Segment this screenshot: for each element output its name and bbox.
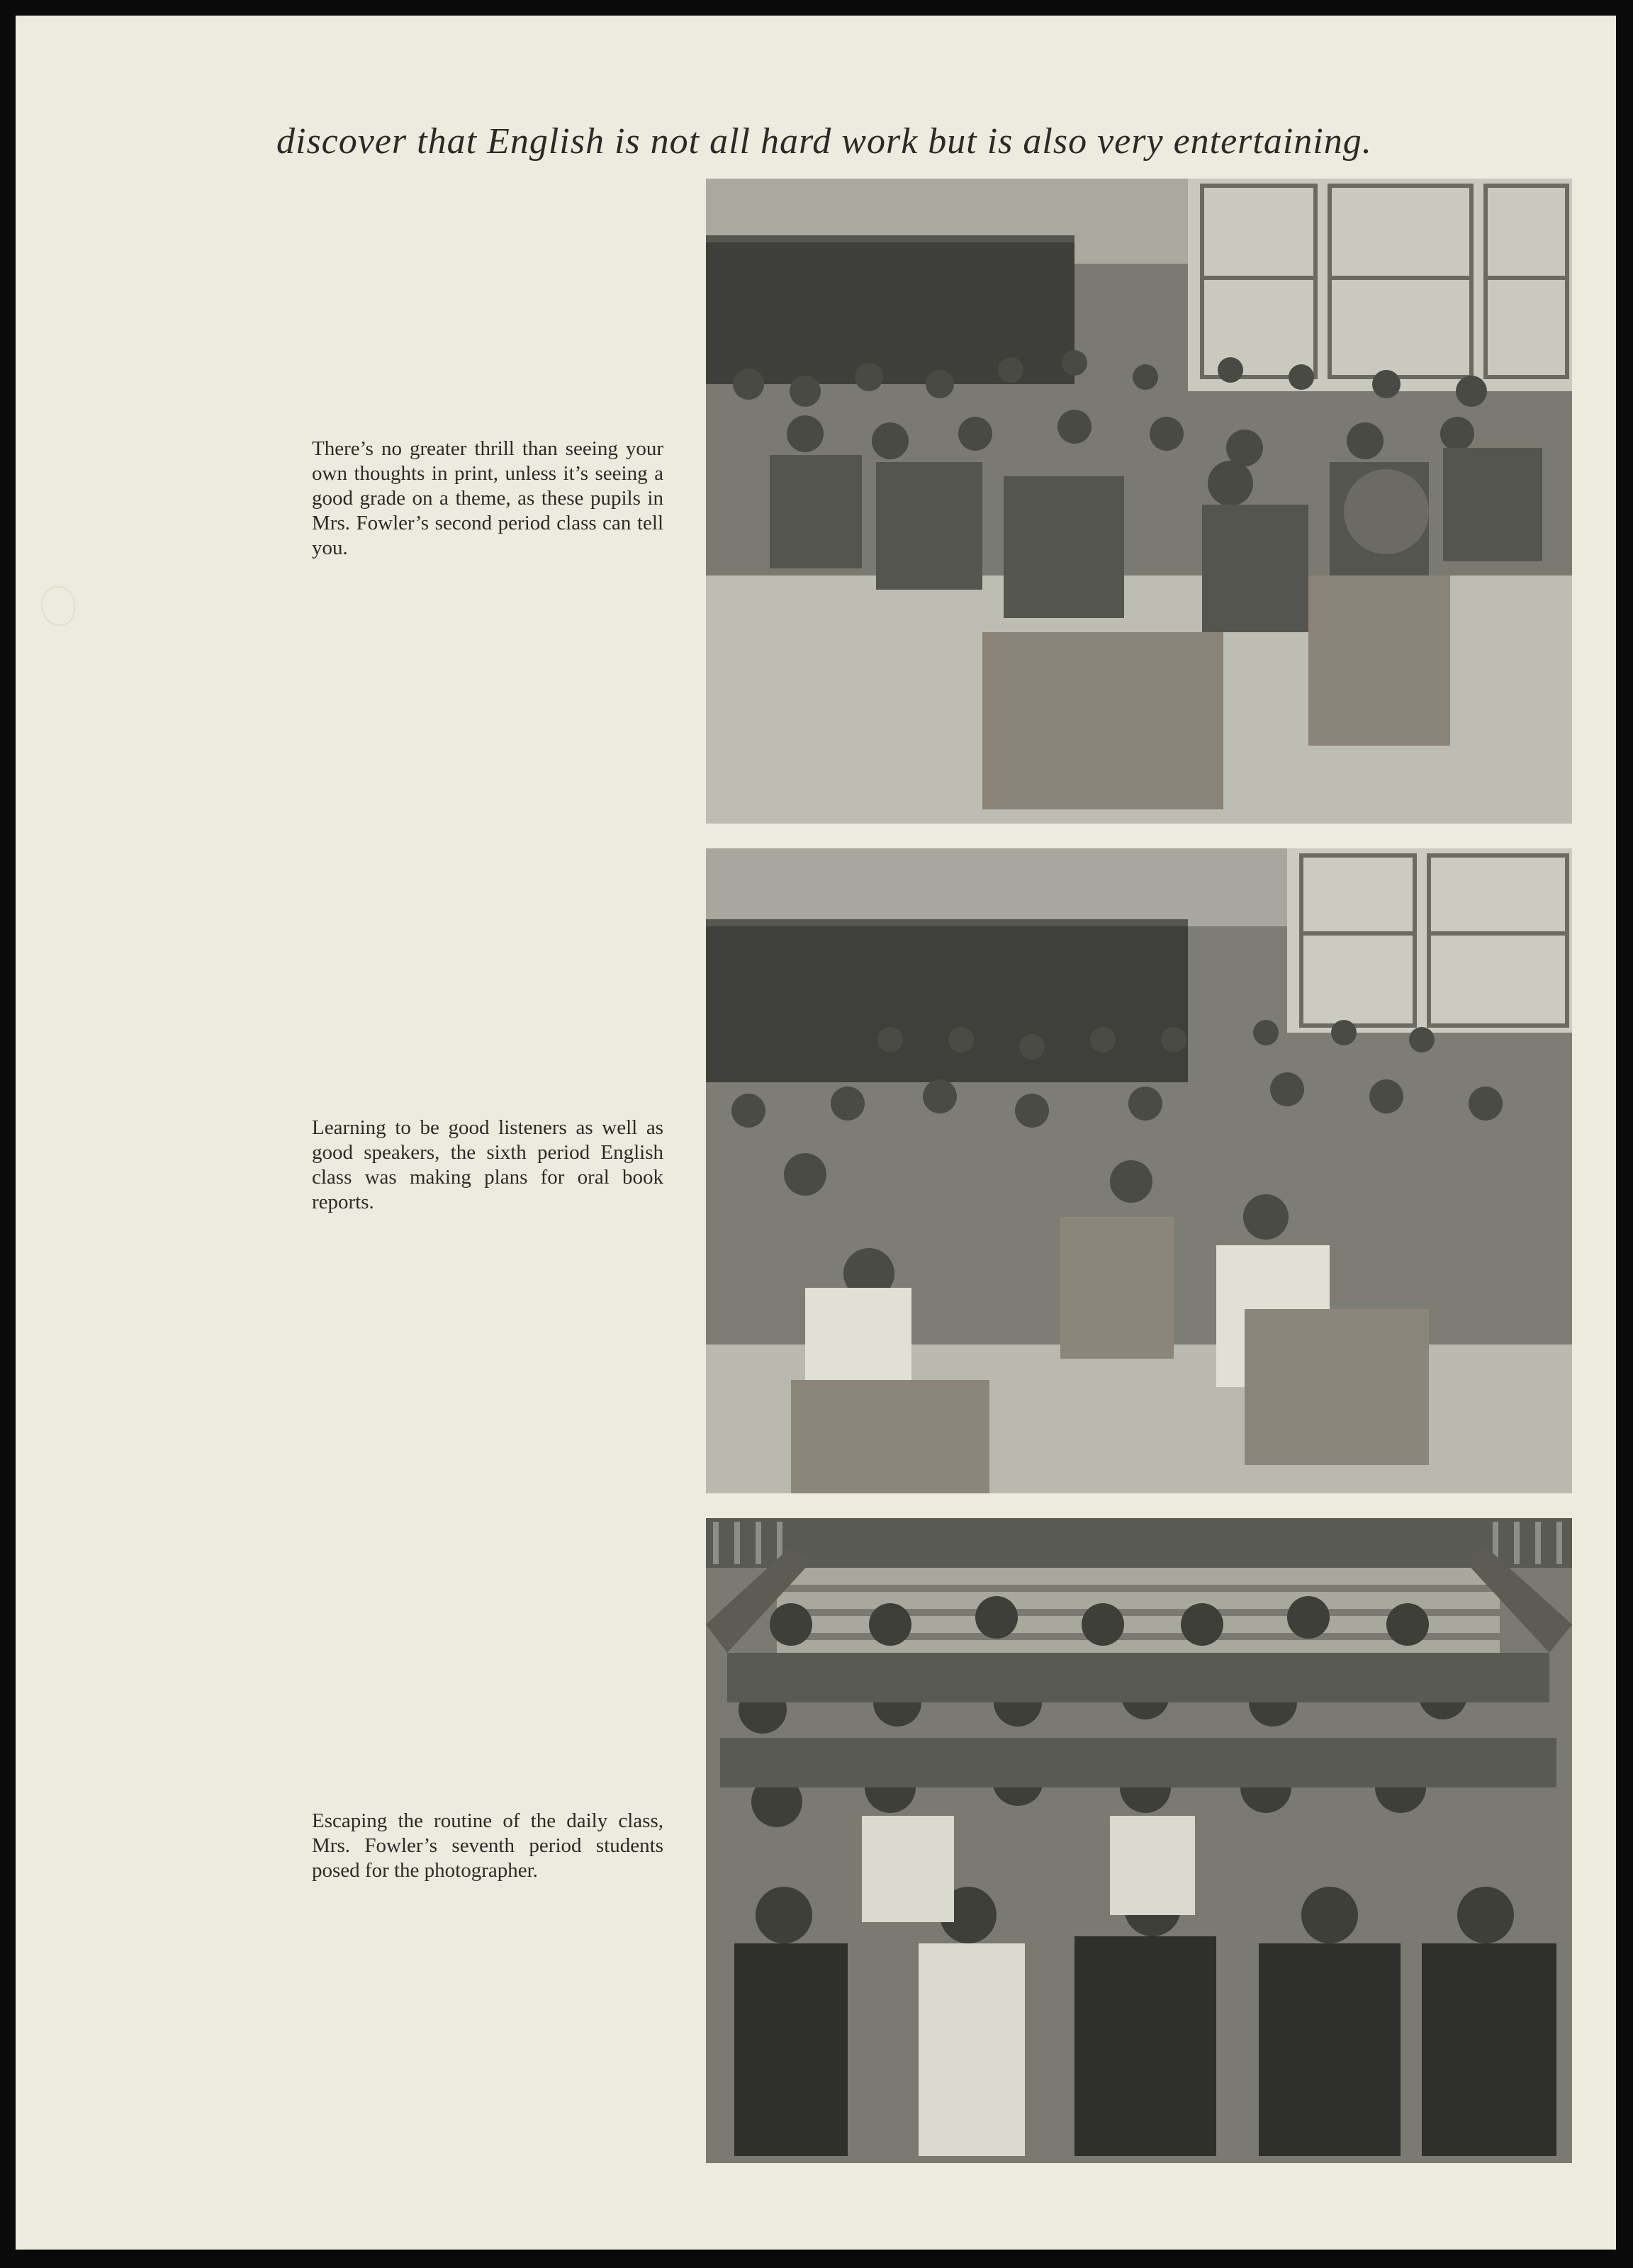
photo-seventh-period-staircase	[706, 1518, 1572, 2163]
caption-seventh-period: Escaping the routine of the daily class, Mrs. Fowler’s seventh period students posed for the photographer.	[312, 1809, 663, 1882]
caption-sixth-period: Learning to be good listeners as well as good speakers, the sixth period English class was making plans for oral book reports.	[312, 1116, 663, 1213]
caption-second-period: There’s no greater thrill than seeing your own thoughts in print, unless it’s seeing a good grade on a theme, as these pupils in Mrs. Fowler’s second period class can tell you.	[312, 437, 663, 559]
yearbook-page	[16, 16, 1616, 2250]
photo-sixth-period-class	[706, 848, 1572, 1493]
photo-second-period-class	[706, 179, 1572, 824]
page-headline: discover that English is not all hard work but is also very entertaining.	[276, 121, 1372, 162]
paper-blemish	[41, 586, 75, 626]
